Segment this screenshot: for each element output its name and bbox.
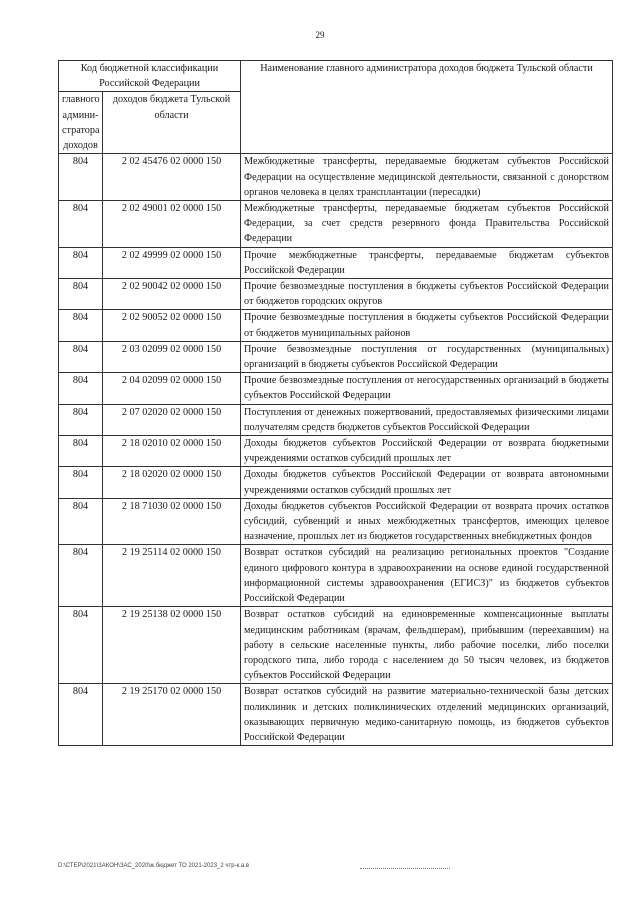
admin-code-cell: 804	[59, 467, 103, 498]
table-row	[59, 545, 613, 607]
income-name-cell: Поступления от денежных пожертвований, предоставляемых физическими лицами получателям средств бюджетов субъектов Российской Федерации	[241, 404, 613, 435]
income-code-cell: 2 19 25114 02 0000 150	[103, 545, 241, 607]
income-code-cell: 2 02 49999 02 0000 150	[103, 247, 241, 278]
income-code-cell: 2 03 02099 02 0000 150	[103, 341, 241, 372]
table-row	[59, 436, 613, 467]
footer-file-path: D:\СТЕР\2021\ЗАКОН\ЗАС_2020\ж.бюджет ТО 2021-2023_2 чтр-к.а.в	[58, 863, 250, 869]
income-code-cell: 2 18 71030 02 0000 150	[103, 498, 241, 545]
admin-code-cell: 804	[59, 341, 103, 372]
income-code-cell: 2 04 02099 02 0000 150	[103, 373, 241, 404]
admin-code-cell: 804	[59, 201, 103, 248]
income-code-cell: 2 18 02010 02 0000 150	[103, 436, 241, 467]
kbk-header: Код бюджетной классификации Российской Федерации	[59, 61, 241, 92]
admin-code-cell: 804	[59, 545, 103, 607]
table-row	[59, 404, 613, 435]
admin-code-cell: 804	[59, 684, 103, 746]
income-code-cell: 2 19 25138 02 0000 150	[103, 607, 241, 684]
income-code-cell: 2 02 45476 02 0000 150	[103, 154, 241, 201]
income-code-cell: 2 07 02020 02 0000 150	[103, 404, 241, 435]
income-name-cell: Доходы бюджетов субъектов Российской Федерации от возврата бюджетными учреждениями остатков субсидий прошлых лет	[241, 436, 613, 467]
table-row	[59, 154, 613, 201]
budget-income-header: доходов бюджета Тульской области	[103, 92, 241, 154]
admin-code-cell: 804	[59, 607, 103, 684]
table-row	[59, 498, 613, 545]
income-name-cell: Прочие безвозмездные поступления от негосударственных организаций в бюджеты субъектов Российской Федерации	[241, 373, 613, 404]
income-name-cell: Прочие межбюджетные трансферты, передаваемые бюджетам субъектов Российской Федерации	[241, 247, 613, 278]
table-row	[59, 373, 613, 404]
income-name-cell: Доходы бюджетов субъектов Российской Федерации от возврата прочих остатков субсидий, субвенций и иных межбюджетных трансфертов, имеющих целевое назначение, прошлых лет из бюджетов государственных внебюджетных фондов	[241, 498, 613, 545]
admin-code-cell: 804	[59, 247, 103, 278]
income-code-cell: 2 18 02020 02 0000 150	[103, 467, 241, 498]
admin-code-cell: 804	[59, 436, 103, 467]
admin-name-header: Наименование главного администратора доходов бюджета Тульской области	[241, 61, 613, 154]
admin-code-cell: 804	[59, 310, 103, 341]
footer-divider	[360, 868, 450, 869]
table-row	[59, 467, 613, 498]
table-header-row	[59, 61, 613, 92]
table-row	[59, 341, 613, 372]
table-row	[59, 684, 613, 746]
admin-code-cell: 804	[59, 404, 103, 435]
income-name-cell: Возврат остатков субсидий на реализацию региональных проектов "Создание единого цифрового контура в здравоохранении на основе единой государственной информационной системы здравоохранения (ЕГИСЗ)" из бюджетов субъектов Российской Федерации	[241, 545, 613, 607]
income-name-cell: Межбюджетные трансферты, передаваемые бюджетам субъектов Российской Федерации, за счет средств резервного фонда Правительства Российской Федерации	[241, 201, 613, 248]
table-row	[59, 247, 613, 278]
income-code-cell: 2 19 25170 02 0000 150	[103, 684, 241, 746]
table-row	[59, 279, 613, 310]
income-name-cell: Прочие безвозмездные поступления в бюджеты субъектов Российской Федерации от бюджетов муниципальных районов	[241, 310, 613, 341]
income-name-cell: Возврат остатков субсидий на единовременные компенсационные выплаты медицинским работникам (врачам, фельдшерам), прибывшим (переехавшим) на работу в сельские населенные пункты, либо рабочие поселки, либо поселки городского типа, либо города с населением до 50 тысяч человек, из бюджетов субъектов Российской Федерации	[241, 607, 613, 684]
admin-code-cell: 804	[59, 279, 103, 310]
admin-code-cell: 804	[59, 498, 103, 545]
page-number: 29	[315, 30, 325, 40]
table-row	[59, 201, 613, 248]
table-row	[59, 310, 613, 341]
revenue-administrators-table	[58, 60, 613, 746]
chief-admin-header: главного админи-стратора доходов	[59, 92, 103, 154]
admin-code-cell: 804	[59, 373, 103, 404]
income-name-cell: Возврат остатков субсидий на развитие материально-технической базы детских поликлиник и детских поликлинических отделений медицинских организаций, оказывающих первичную медико-санитарную помощь, из бюджетов субъектов Российской Федерации	[241, 684, 613, 746]
income-code-cell: 2 02 90052 02 0000 150	[103, 310, 241, 341]
income-name-cell: Прочие безвозмездные поступления в бюджеты субъектов Российской Федерации от бюджетов городских округов	[241, 279, 613, 310]
income-code-cell: 2 02 49001 02 0000 150	[103, 201, 241, 248]
income-name-cell: Межбюджетные трансферты, передаваемые бюджетам субъектов Российской Федерации на осуществление медицинской деятельности, связанной с донорством органов человека в целях трансплантации (пересадки)	[241, 154, 613, 201]
income-name-cell: Доходы бюджетов субъектов Российской Федерации от возврата автономными учреждениями остатков субсидий прошлых лет	[241, 467, 613, 498]
income-name-cell: Прочие безвозмездные поступления от государственных (муниципальных) организаций в бюджеты субъектов Российской Федерации	[241, 341, 613, 372]
admin-code-cell: 804	[59, 154, 103, 201]
income-code-cell: 2 02 90042 02 0000 150	[103, 279, 241, 310]
table-row	[59, 607, 613, 684]
